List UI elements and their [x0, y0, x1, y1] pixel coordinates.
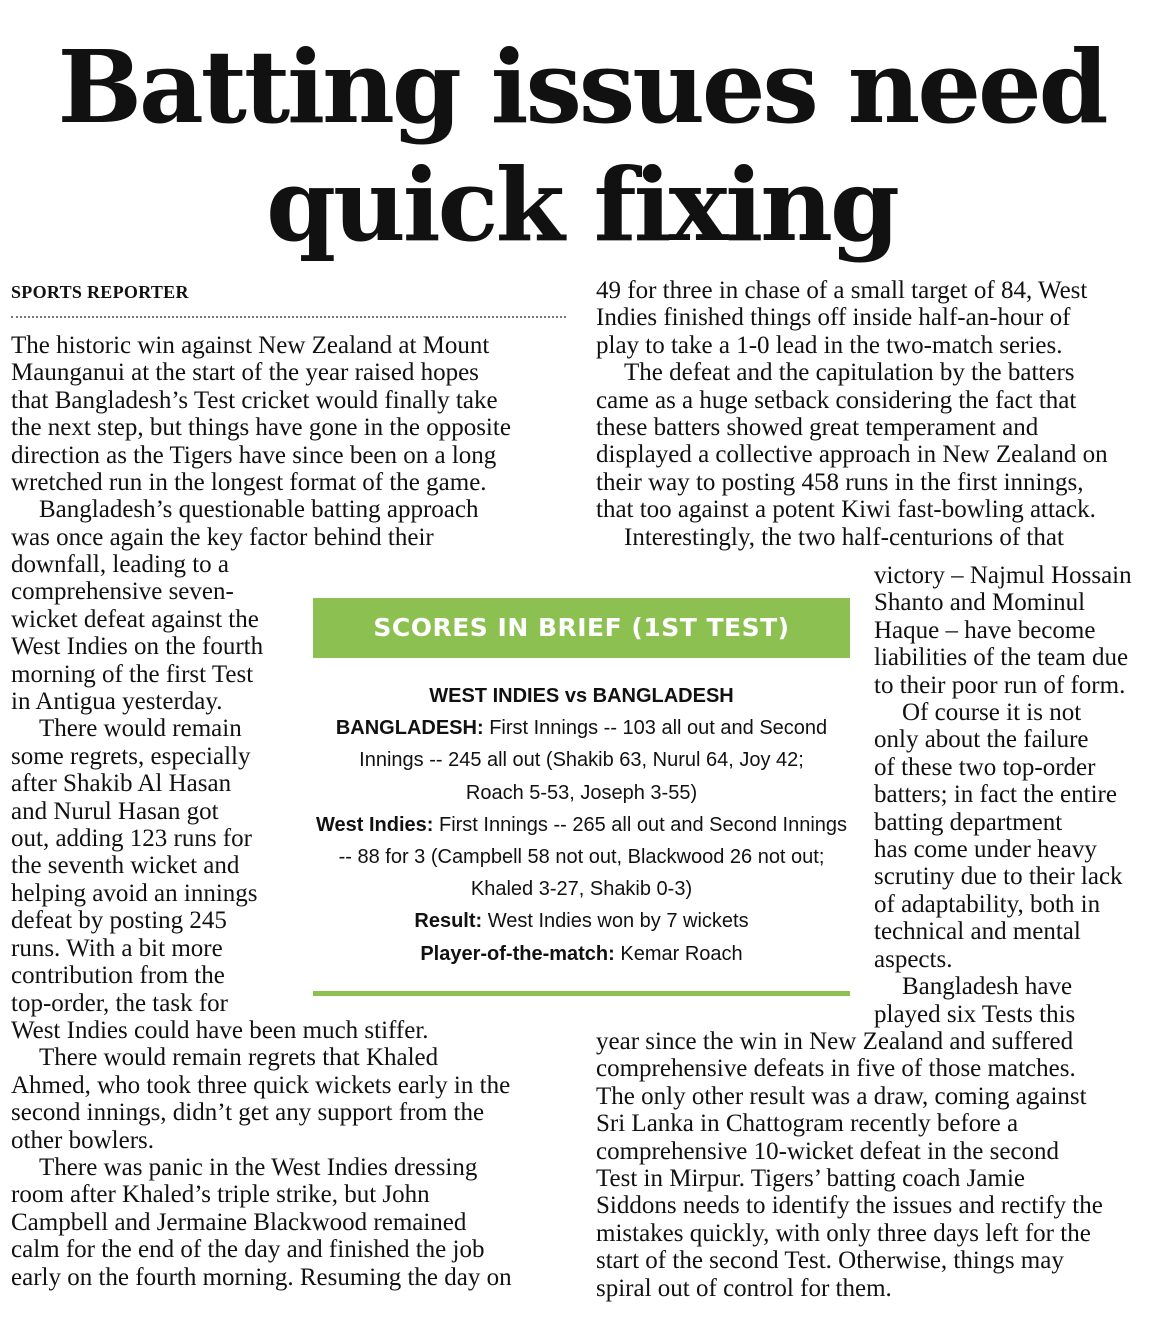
- scores-box: [313, 598, 850, 996]
- text-line: of adaptability, both in: [874, 890, 1101, 918]
- text-line: Of course it is not: [902, 699, 1082, 727]
- paragraph-left-3-wide: [11, 1017, 571, 1044]
- byline: SPORTS REPORTER: [11, 282, 189, 302]
- text-line: Interestingly, the two half-centurions of that: [624, 523, 1064, 551]
- text-line: West Indies could have been much stiffer.: [11, 1017, 429, 1044]
- text-line: There would remain: [39, 715, 242, 743]
- text-line: year since the win in New Zealand and suffered: [596, 1028, 1074, 1055]
- text-line: calm for the end of the day and finished the job: [11, 1236, 485, 1264]
- text-line: mistakes quickly, with only three days left for the: [596, 1219, 1091, 1247]
- right-column-top: [596, 277, 1156, 551]
- text-line: Campbell and Jermaine Blackwood remained: [11, 1208, 467, 1236]
- text-line: The defeat and the capitulation by the batters: [624, 359, 1075, 387]
- text-line: comprehensive 10-wicket defeat in the second: [596, 1137, 1060, 1165]
- potm-line: [313, 938, 850, 970]
- text-line: spiral out of control for them.: [596, 1274, 892, 1302]
- text-line: wretched run in the longest format of the game.: [11, 469, 487, 497]
- text-line: Bangladesh’s questionable batting approach: [39, 496, 479, 524]
- result-line: [313, 905, 850, 937]
- westindies-score: [313, 809, 850, 906]
- text-line: came as a huge setback considering the fact that: [596, 386, 1077, 414]
- bangladesh-label: BANGLADESH:: [335, 717, 484, 740]
- potm-label: Player-of-the-match:: [420, 942, 615, 965]
- scores-box-body: [313, 680, 850, 970]
- left-column-top: [11, 332, 571, 551]
- text-line: these batters showed great temperament and: [596, 414, 1039, 442]
- paragraph-right-5-narrow: [874, 973, 1150, 1028]
- text-line: that too against a potent Kiwi fast-bowling attack.: [596, 496, 1096, 524]
- potm-text: Kemar Roach: [620, 942, 743, 965]
- text-line: Haque – have become: [874, 616, 1096, 644]
- text-line: wicket defeat against the: [11, 605, 259, 633]
- paragraph-left-1: [11, 332, 571, 496]
- text-line: aspects.: [874, 945, 953, 973]
- text-line: liabilities of the team due: [874, 644, 1129, 672]
- headline-line-1: Batting issues need: [57, 28, 1106, 146]
- text-line: morning of the first Test: [11, 660, 254, 688]
- paragraph-left-5: [11, 1154, 571, 1291]
- text-line: helping avoid an innings: [11, 879, 258, 907]
- right-column-bottom: [596, 1028, 1156, 1302]
- paragraph-left-3-narrow: [11, 715, 287, 1016]
- scores-box-title: SCORES IN BRIEF (1ST TEST): [373, 613, 790, 642]
- text-line: has come under heavy: [874, 836, 1097, 864]
- paragraph-right-5-wide: [596, 1028, 1156, 1302]
- paragraph-right-4-narrow: [874, 699, 1150, 973]
- westindies-label: West Indies:: [315, 813, 434, 836]
- text-line: play to take a 1-0 lead in the two-match series.: [596, 331, 1063, 359]
- text-line: victory – Najmul Hossain: [874, 562, 1132, 589]
- text-line: of these two top-order: [874, 753, 1096, 781]
- text-line: technical and mental: [874, 918, 1081, 946]
- text-line: West Indies on the fourth: [11, 633, 264, 661]
- paragraph-right-3-wide: [596, 524, 1156, 551]
- text-line: Indies finished things off inside half-an-hour of: [596, 304, 1071, 332]
- text-line: early on the fourth morning. Resuming the day on: [11, 1263, 512, 1291]
- text-line: downfall, leading to a: [11, 551, 229, 578]
- text-line: top-order, the task for: [11, 989, 228, 1017]
- paragraph-right-2: [596, 359, 1156, 523]
- headline-line-2: quick fixing: [266, 146, 897, 264]
- text-line: The historic win against New Zealand at Mount: [11, 332, 490, 359]
- text-line: scrutiny due to their lack: [874, 863, 1123, 891]
- text-line: other bowlers.: [11, 1126, 155, 1154]
- headline: [0, 28, 1163, 264]
- text-line: 49 for three in chase of a small target of 84, West: [596, 277, 1088, 304]
- text-line: runs. With a bit more: [11, 934, 223, 962]
- text-line: Maunganui at the start of the year raised hopes: [11, 359, 479, 387]
- bangladesh-score-text: First Innings -- 103 all out and Second Innings -- 245 all out (Shakib 63, Nurul 64, Joy 42; Roach 5-53, Joseph 3-55): [359, 717, 828, 804]
- text-line: direction as the Tigers have since been on a long: [11, 441, 497, 469]
- text-line: and Nurul Hasan got: [11, 797, 219, 825]
- paragraph-right-3-narrow: [874, 562, 1150, 699]
- text-line: Siddons needs to identify the issues and rectify the: [596, 1192, 1103, 1220]
- text-line: contribution from the: [11, 962, 225, 990]
- text-line: played six Tests this: [874, 1000, 1076, 1028]
- text-line: batters; in fact the entire: [874, 781, 1117, 809]
- text-line: to their poor run of form.: [874, 671, 1126, 699]
- paragraph-right-1: [596, 277, 1156, 359]
- text-line: only about the failure: [874, 726, 1089, 754]
- text-line: the next step, but things have gone in the opposite: [11, 414, 511, 442]
- scores-box-bottom-rule: [313, 991, 850, 996]
- text-line: defeat by posting 245: [11, 907, 227, 935]
- text-line: the seventh wicket and: [11, 852, 240, 880]
- text-line: some regrets, especially: [11, 742, 251, 770]
- text-line: displayed a collective approach in New Zealand on: [596, 441, 1108, 469]
- result-text: West Indies won by 7 wickets: [487, 910, 749, 933]
- westindies-score-text: First Innings -- 265 all out and Second Innings -- 88 for 3 (Campbell 58 not out, Blackwood 26 not out; Khaled 3-27, Shakib 0-3): [338, 813, 848, 901]
- text-line: comprehensive defeats in five of those matches.: [596, 1055, 1076, 1083]
- result-label: Result:: [414, 910, 483, 933]
- right-column-narrow: [874, 562, 1150, 1028]
- text-line: second innings, didn’t get any support from the: [11, 1099, 485, 1127]
- text-line: There would remain regrets that Khaled: [39, 1044, 439, 1072]
- match-title: WEST INDIES vs BANGLADESH: [429, 685, 734, 707]
- text-line: start of the second Test. Otherwise, things may: [596, 1247, 1064, 1275]
- text-line: Bangladesh have: [902, 973, 1073, 1001]
- text-line: Sri Lanka in Chattogram recently before a: [596, 1110, 1019, 1138]
- text-line: There was panic in the West Indies dressing: [39, 1154, 478, 1182]
- text-line: The only other result was a draw, coming against: [596, 1082, 1087, 1110]
- byline-divider: [11, 316, 566, 318]
- paragraph-left-4: [11, 1044, 571, 1154]
- text-line: Ahmed, who took three quick wickets early in the: [11, 1071, 511, 1099]
- text-line: their way to posting 458 runs in the first innings,: [596, 468, 1084, 496]
- text-line: Test in Mirpur. Tigers’ batting coach Jamie: [596, 1165, 1025, 1193]
- text-line: in Antigua yesterday.: [11, 688, 223, 716]
- text-line: Shanto and Mominul: [874, 589, 1086, 617]
- text-line: after Shakib Al Hasan: [11, 770, 232, 798]
- text-line: batting department: [874, 808, 1063, 836]
- bangladesh-score: [313, 712, 850, 809]
- paragraph-left-2-narrow: [11, 551, 287, 715]
- text-line: was once again the key factor behind their: [11, 523, 434, 551]
- text-line: that Bangladesh’s Test cricket would finally take: [11, 386, 498, 414]
- text-line: room after Khaled’s triple strike, but John: [11, 1181, 430, 1209]
- text-line: comprehensive seven-: [11, 578, 234, 606]
- left-column-narrow: [11, 551, 287, 1017]
- text-line: out, adding 123 runs for: [11, 825, 252, 853]
- left-column-bottom: [11, 1017, 571, 1291]
- paragraph-left-2-wide: [11, 496, 571, 551]
